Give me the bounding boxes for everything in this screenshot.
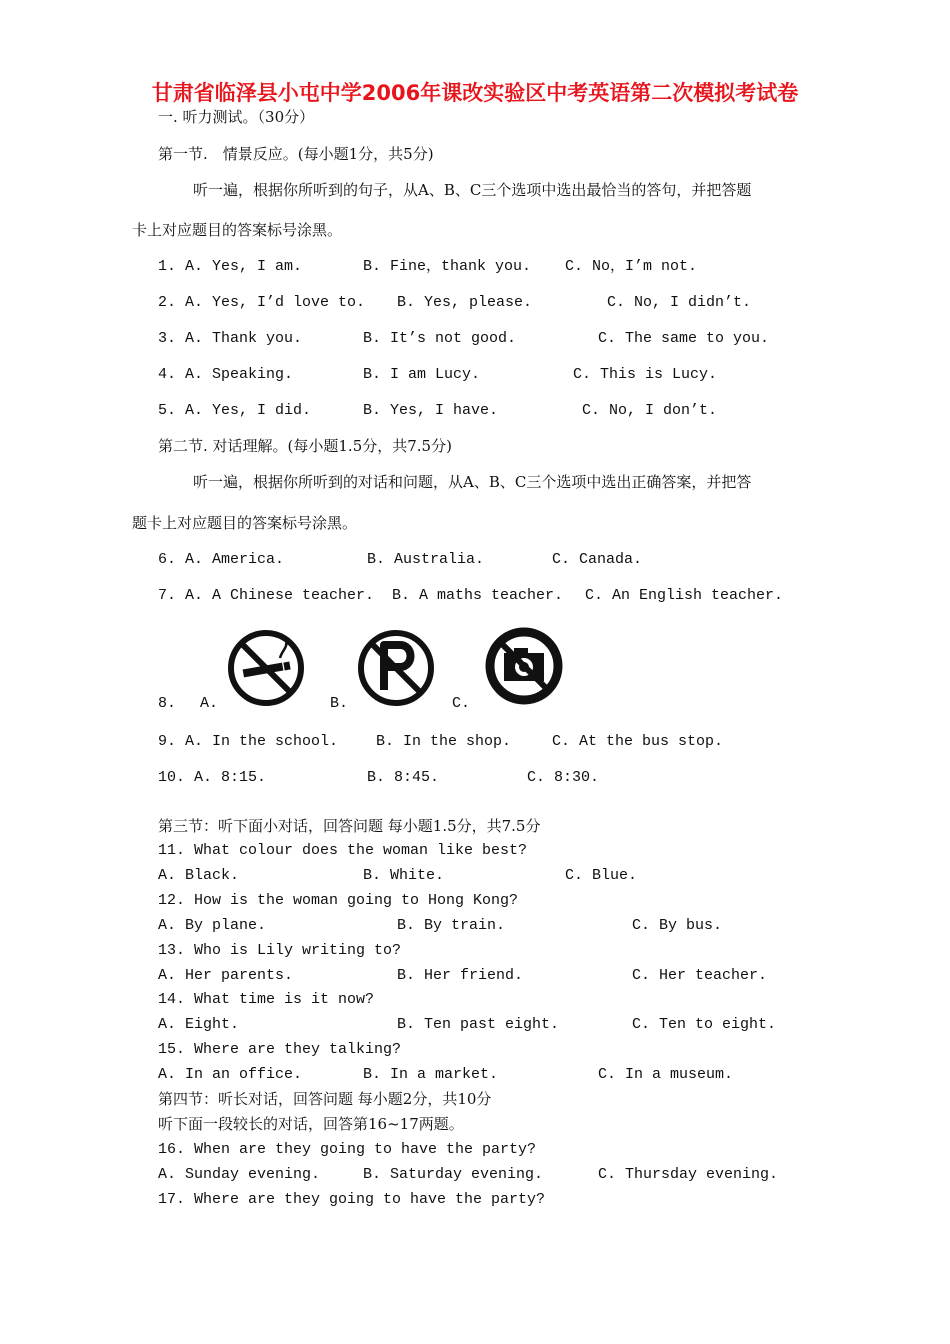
question-13-option-b: B. Her friend. [397, 967, 524, 984]
question-4-option-a: 4. A. Speaking. [158, 366, 294, 383]
question-15-text: 15. Where are they talking? [158, 1041, 402, 1058]
question-13-option-a: A. Her parents. [158, 967, 294, 984]
question-10-option-a: 10. A. 8:15. [158, 769, 267, 786]
question-6-option-c: C. Canada. [552, 551, 643, 568]
subsection-heading-2: 第二节. 对话理解。(每小题1.5分，共7.5分) [158, 437, 452, 455]
question-1-option-b: B. Fine，thank you. [363, 258, 532, 275]
question-11-option-b: B. White. [363, 867, 445, 884]
exam-title: 甘肃省临泽县小屯中学2006年课改实验区中考英语第二次模拟考试卷 [151, 81, 799, 105]
no-parking-icon [356, 628, 436, 708]
question-5-option-a: 5. A. Yes, I did. [158, 402, 312, 419]
section-heading-listening: 一. 听力测试。（30分） [158, 108, 315, 126]
question-1-option-a: 1. A. Yes, I am. [158, 258, 303, 275]
question-11-option-a: A. Black. [158, 867, 240, 884]
question-11-text: 11. What colour does the woman like best? [158, 842, 528, 859]
question-7-option-a: 7. A. A Chinese teacher. [158, 587, 375, 604]
question-16-option-a: A. Sunday evening. [158, 1166, 321, 1183]
question-9-option-b: B. In the shop. [376, 733, 512, 750]
question-15-option-c: C. In a museum. [598, 1066, 734, 1083]
question-9-option-a: 9. A. In the school. [158, 733, 339, 750]
question-12-option-a: A. By plane. [158, 917, 267, 934]
question-17-text: 17. Where are they going to have the party? [158, 1191, 546, 1208]
question-7-option-b: B. A maths teacher. [392, 587, 564, 604]
question-3-option-c: C. The same to you. [598, 330, 770, 347]
question-12-option-c: C. By bus. [632, 917, 723, 934]
question-14-text: 14. What time is it now? [158, 991, 375, 1008]
question-9-option-c: C. At the bus stop. [552, 733, 724, 750]
instruction-line: 题卡上对应题目的答案标号涂黑。 [132, 514, 358, 532]
question-14-option-a: A. Eight. [158, 1016, 240, 1033]
question-8-option-c: C. [452, 695, 471, 712]
no-photography-icon [484, 626, 564, 706]
instruction-line: 卡上对应题目的答案标号涂黑。 [132, 221, 343, 239]
subsection-heading-3: 第三节：听下面小对话，回答问题 每小题1.5分，共7.5分 [158, 817, 541, 835]
question-14-option-b: B. Ten past eight. [397, 1016, 560, 1033]
question-3-option-b: B. It’s not good. [363, 330, 517, 347]
instruction-line: 听一遍，根据你所听到的句子，从A、B、C三个选项中选出最恰当的答句，并把答题 [193, 181, 752, 199]
question-14-option-c: C. Ten to eight. [632, 1016, 777, 1033]
question-11-option-c: C. Blue. [565, 867, 638, 884]
question-12-option-b: B. By train. [397, 917, 506, 934]
question-4-option-c: C. This is Lucy. [573, 366, 718, 383]
question-16-option-b: B. Saturday evening. [363, 1166, 544, 1183]
no-smoking-icon [226, 628, 306, 708]
question-10-option-c: C. 8:30. [527, 769, 600, 786]
instruction-line: 听一遍，根据你所听到的对话和问题，从A、B、C三个选项中选出正确答案，并把答 [193, 473, 752, 491]
question-5-option-c: C. No, I don’t. [582, 402, 718, 419]
question-13-option-c: C. Her teacher. [632, 967, 768, 984]
question-2-option-a: 2. A. Yes, I’d love to. [158, 294, 366, 311]
question-4-option-b: B. I am Lucy. [363, 366, 481, 383]
question-6-option-a: 6. A. America. [158, 551, 285, 568]
question-2-option-c: C. No, I didn’t. [607, 294, 752, 311]
question-5-option-b: B. Yes, I have. [363, 402, 499, 419]
instruction-line: 听下面一段较长的对话，回答第16~17两题。 [158, 1115, 464, 1133]
question-8-option-b: B. [330, 695, 349, 712]
subsection-heading-4: 第四节：听长对话，回答问题 每小题2分，共10分 [158, 1090, 492, 1108]
question-10-option-b: B. 8:45. [367, 769, 440, 786]
question-1-option-c: C. No，I’m not. [565, 258, 698, 275]
question-12-text: 12. How is the woman going to Hong Kong? [158, 892, 519, 909]
question-16-text: 16. When are they going to have the party? [158, 1141, 537, 1158]
question-13-text: 13. Who is Lily writing to? [158, 942, 402, 959]
question-8-number: 8. [158, 695, 177, 712]
question-7-option-c: C. An English teacher. [585, 587, 784, 604]
question-16-option-c: C. Thursday evening. [598, 1166, 779, 1183]
question-15-option-a: A. In an office. [158, 1066, 303, 1083]
question-6-option-b: B. Australia. [367, 551, 485, 568]
question-3-option-a: 3. A. Thank you. [158, 330, 303, 347]
question-8-option-a: A. [200, 695, 219, 712]
subsection-heading-1: 第一节. 情景反应。(每小题1分，共5分) [158, 145, 434, 163]
question-15-option-b: B. In a market. [363, 1066, 499, 1083]
question-2-option-b: B. Yes, please. [397, 294, 533, 311]
